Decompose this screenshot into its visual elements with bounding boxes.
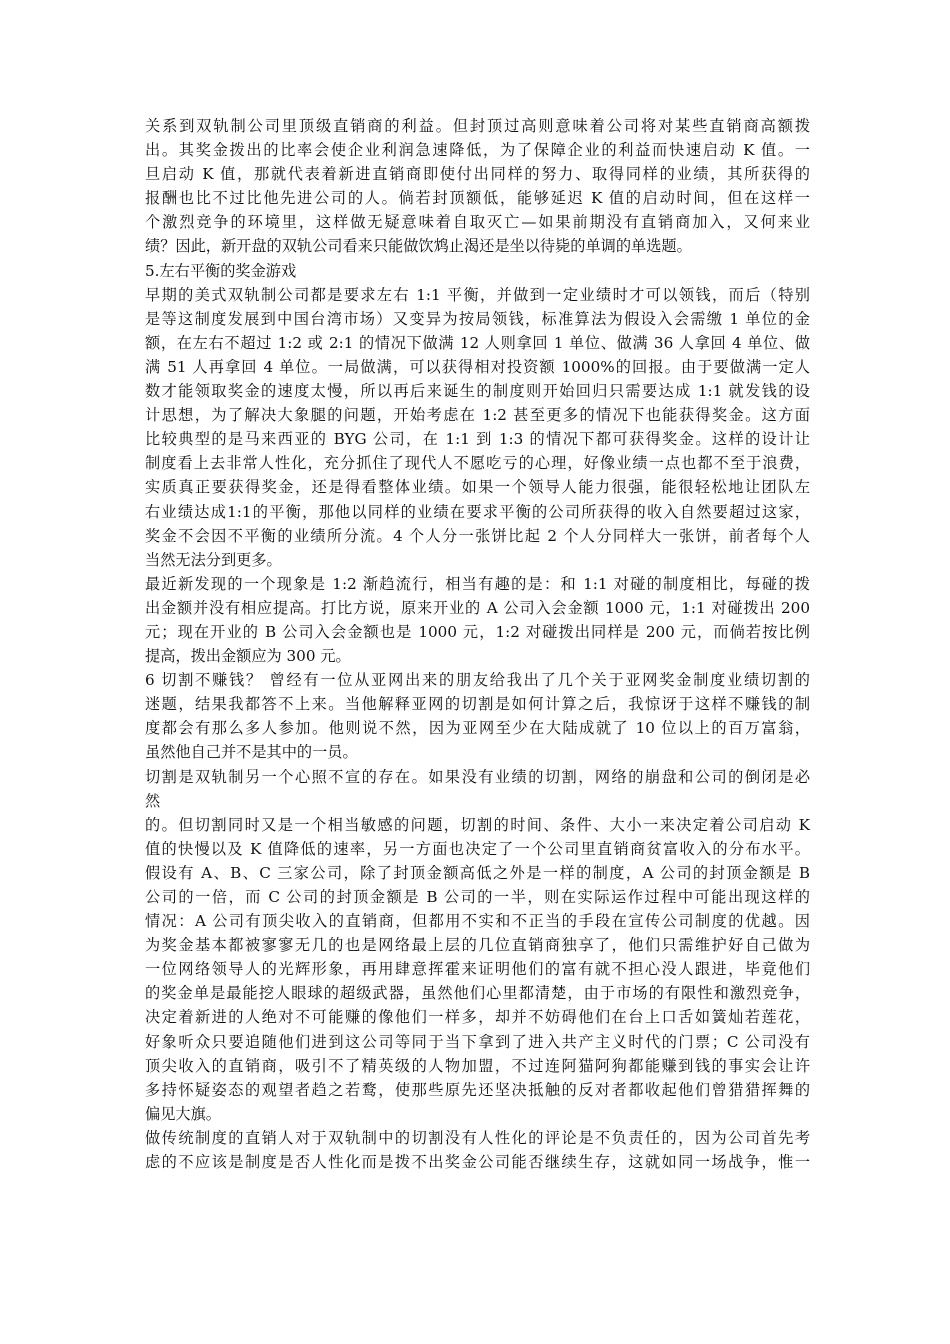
text-line: 假设有 A、B、C 三家公司，除了封顶金额高低之外是一样的制度，A 公司的封顶金额是 B <box>145 863 810 882</box>
text-line: 切割是双轨制另一个心照不宣的存在。如果没有业绩的切割，网络的崩盘和公司的倒闭是必 <box>145 767 810 786</box>
text-line: 决定着新进的人绝对不可能赚的像他们一样多，却并不妨碍他们在台上口舌如簧灿若莲花， <box>145 1008 810 1027</box>
text-line: 比较典型的是马来西亚的 BYG 公司，在 1:1 到 1:3 的情况下都可获得奖金。这样的设计让 <box>145 430 810 449</box>
text-line: 顶尖收入的直销商，吸引不了精英级的人物加盟，不过连阿猫阿狗都能赚到钱的事实会让许 <box>145 1056 810 1075</box>
text-line: 当然无法分到更多。 <box>145 550 282 569</box>
text-line: 为奖金基本都被寥寥无几的也是网络最上层的几位直销商独享了，他们只需维护好自己做为 <box>145 936 810 955</box>
text-line: 报酬也比不过比他先进公司的人。倘若封顶额低，能够延迟 K 值的启动时间，但在这样一 <box>145 189 810 208</box>
text-line: 的奖金单是最能挖人眼球的超级武器，虽然他们心里都清楚，由于市场的有限性和激烈竞争， <box>145 984 810 1003</box>
text-line: 偏见大旗。 <box>145 1104 221 1123</box>
text-line: 好象听众只要追随他们进到这公司等同于当下拿到了进入共产主义时代的门票；C 公司没有 <box>145 1032 810 1051</box>
text-line: 额，在左右不超过 1:2 或 2:1 的情况下做满 12 人则拿回 1 单位、做满 36 人拿回 4 单位、做 <box>145 333 810 352</box>
text-line: 关系到双轨制公司里顶级直销商的利益。但封顶过高则意味着公司将对某些直销商高额拨 <box>145 117 810 135</box>
text-line: 绩？因此，新开盘的双轨公司看来只能做饮鸩止渴还是坐以待毙的单调的单选题。 <box>145 237 692 256</box>
text-line: 最近新发现的一个现象是 1:2 渐趋流行，相当有趣的是：和 1:1 对碰的制度相比，每碰的拨 <box>145 574 810 593</box>
text-line: 出。其奖金拨出的比率会使企业利润急速降低，为了保障企业的利益而快速启动 K 值。一 <box>145 141 810 160</box>
text-line: 多持怀疑姿态的观望者趋之若鹜，使那些原先还坚决抵触的反对者都收起他们曾猎猎挥舞的 <box>145 1080 810 1099</box>
text-line: 早期的美式双轨制公司都是要求左右 1:1 平衡，并做到一定业绩时才可以领钱，而后（特别 <box>145 285 810 304</box>
text-line: 一位网络领导人的光辉形象，再用肆意挥霍来证明他们的富有就不担心没人跟进，毕竟他们 <box>145 960 810 979</box>
text-line: 制度看上去非常人性化，充分抓住了现代人不愿吃亏的心理，好像业绩一点也都不至于浪费， <box>145 454 810 473</box>
text-line: 虑的不应该是制度是否人性化而是拨不出奖金公司能否继续生存，这就如同一场战争，惟一 <box>145 1153 810 1172</box>
text-line: 旦启动 K 值，那就代表着新进直销商即使付出同样的努力、取得同样的业绩，其所获得的 <box>145 165 810 184</box>
text-line: 迷题，结果我都答不上来。当他解释亚网的切割是如何计算之后，我惊讶于这样不赚钱的制 <box>145 695 810 714</box>
text-line: 6 切割不赚钱？ 曾经有一位从亚网出来的朋友给我出了几个关于亚网奖金制度业绩切割的 <box>145 671 810 690</box>
text-line: 实质真正要获得奖金，还是得看整体业绩。如果一个领导人能力很强，能很轻松地让团队左 <box>145 478 810 497</box>
document-body <box>145 114 810 1174</box>
text-line: 个激烈竞争的环境里，这样做无疑意味着自取灭亡—如果前期没有直销商加入，又何来业 <box>145 213 810 232</box>
text-line: 满 51 人再拿回 4 单位。一局做满，可以获得相对投资额 1000%的回报。由于要做满一定人 <box>145 357 810 376</box>
section-heading: 5.左右平衡的奖金游戏 <box>145 261 297 280</box>
text-line: 公司的一倍，而 C 公司的封顶金额是 B 公司的一半，则在实际运作过程中可能出现这样的 <box>145 888 810 906</box>
text-line: 计思想，为了解决大象腿的问题，开始考虑在 1:2 甚至更多的情况下也能获得奖金。这方面 <box>145 406 810 425</box>
text-line: 做传统制度的直销人对于双轨制中的切割没有人性化的评论是不负责任的，因为公司首先考 <box>145 1128 810 1147</box>
text-line: 提高，拨出金额应为 300 元。 <box>145 647 351 666</box>
text-line: 出金额并没有相应提高。打比方说，原来开业的 A 公司入会金额 1000 元，1:1 对碰拨出 200 <box>145 598 810 617</box>
text-line: 是等这制度发展到中国台湾市场）又变异为按局领钱，标准算法为假设入会需缴 1 单位的金 <box>145 309 810 328</box>
text-line: 度都会有那么多人参加。他则说不然，因为亚网至少在大陆成就了 10 位以上的百万富翁， <box>145 719 810 738</box>
text-line: 右业绩达成1:1的平衡，那他以同样的业绩在要求平衡的公司所获得的收入自然要超过这家， <box>145 502 810 521</box>
text-line: 值的快慢以及 K 值降低的速率，另一方面也决定了一个公司里直销商贫富收入的分布水平。 <box>145 839 810 858</box>
text-line: 奖金不会因不平衡的业绩所分流。4 个人分一张饼比起 2 个人分同样大一张饼，前者每个人 <box>145 526 810 545</box>
text-line: 的。但切割同时又是一个相当敏感的问题，切割的时间、条件、大小一来决定着公司启动 K <box>145 815 810 834</box>
text-line: 元；现在开业的 B 公司入会金额也是 1000 元，1:2 对碰拨出同样是 200 元，而倘若按比例 <box>145 622 810 641</box>
text-line: 虽然他自己并不是其中的一员。 <box>145 743 358 762</box>
text-line: 然 <box>145 791 161 810</box>
text-line: 数才能领取奖金的速度太慢，所以再后来诞生的制度则开始回归只需要达成 1:1 就发钱的设 <box>145 382 810 401</box>
text-line: 情况：A 公司有顶尖收入的直销商，但都用不实和不正当的手段在宣传公司制度的优越。因 <box>145 912 810 931</box>
